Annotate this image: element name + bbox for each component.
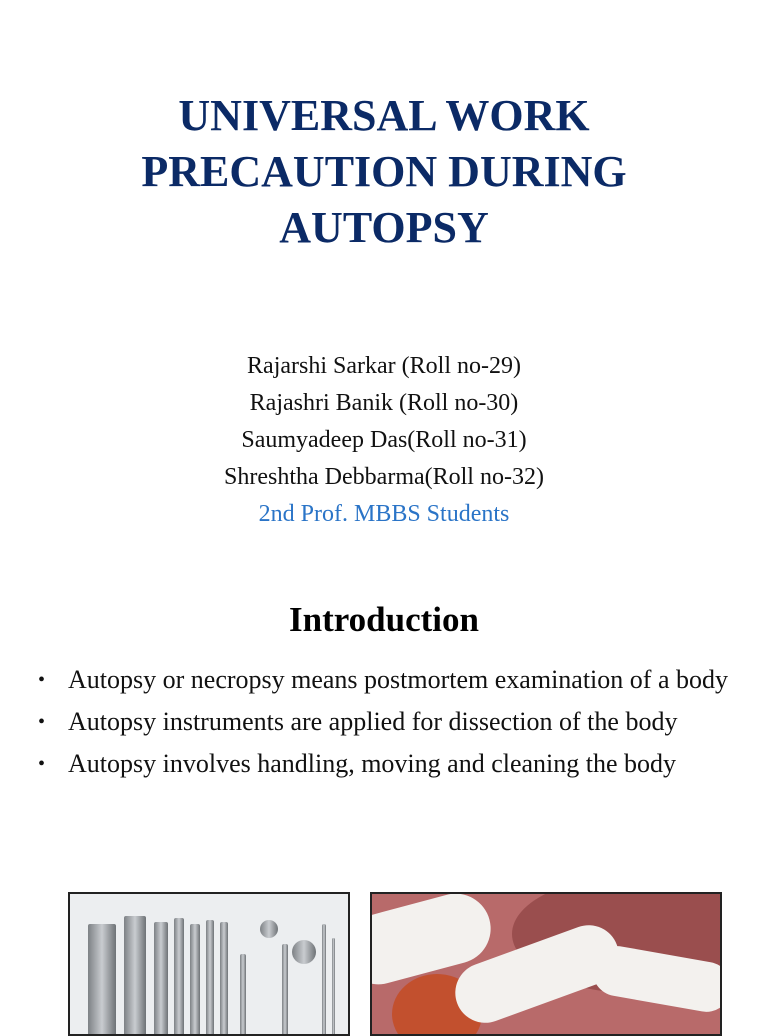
author-4: Shreshtha Debbarma(Roll no-32): [224, 464, 544, 490]
bullet-icon: •: [38, 669, 46, 691]
title-line-3: AUTOPSY: [279, 203, 489, 252]
bullet-text: Autopsy instruments are applied for dissection of the body: [68, 707, 678, 736]
author-list: [0, 348, 768, 533]
gloved-hands-photo: [370, 892, 722, 1036]
bullet-icon: •: [38, 711, 46, 733]
list-item: [38, 662, 753, 698]
title-line-2: PRECAUTION DURING: [141, 147, 627, 196]
list-item: [38, 704, 753, 740]
course-label: 2nd Prof. MBBS Students: [258, 501, 510, 527]
bullet-text: Autopsy or necropsy means postmortem examination of a body: [68, 665, 728, 694]
author-1: Rajarshi Sarkar (Roll no-29): [247, 353, 521, 379]
intro-heading: Introduction: [289, 600, 479, 639]
autopsy-instruments-photo: [68, 892, 350, 1036]
list-item: [38, 746, 753, 782]
introduction-slide: [0, 580, 768, 1024]
author-2: Rajashri Banik (Roll no-30): [249, 390, 519, 416]
intro-bullet-list: [38, 662, 753, 788]
bullet-icon: •: [38, 753, 46, 775]
author-3: Saumyadeep Das(Roll no-31): [241, 427, 527, 453]
title-line-1: UNIVERSAL WORK: [178, 91, 590, 140]
slide-title: [0, 88, 768, 256]
bullet-text: Autopsy involves handling, moving and cleaning the body: [68, 749, 677, 778]
